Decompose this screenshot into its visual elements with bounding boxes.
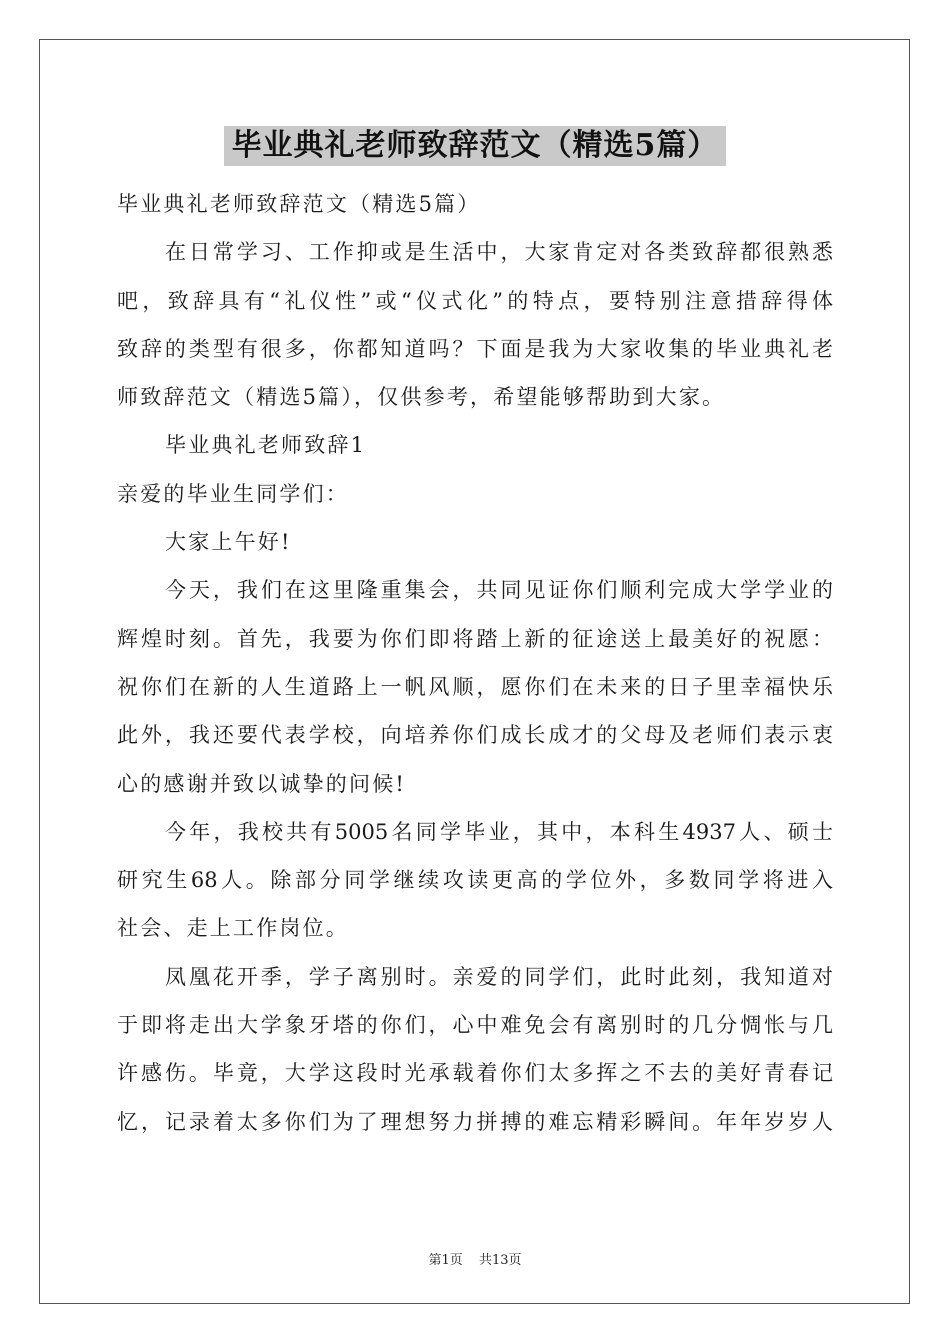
- subtitle-line: 毕业典礼老师致辞范文（精选5篇）: [117, 192, 481, 216]
- paragraph-line: 在日常学习、工作抑或是生活中，大家肯定对各类致辞都很熟悉: [165, 240, 833, 265]
- paragraph-line: 社会、走上工作岗位。: [117, 916, 349, 941]
- paragraph-line: 吧，致辞具有“礼仪性”或“仪式化”的特点，要特别注意措辞得体: [117, 288, 833, 313]
- paragraph-line: 忆，记录着太多你们为了理想努力拼搏的难忘精彩瞬间。年年岁岁人: [117, 1109, 833, 1134]
- paragraph-line: 凤凰花开季，学子离别时。亲爱的同学们，此时此刻，我知道对: [165, 964, 833, 989]
- paragraph-line: 研究生68人。除部分同学继续攻读更高的学位外，多数同学将进入: [117, 868, 833, 893]
- paragraph-line: 心的感谢并致以诚挚的问候!: [117, 771, 407, 796]
- salutation-line: 亲爱的毕业生同学们：: [117, 481, 349, 506]
- page-number: 第1页: [428, 1253, 463, 1268]
- page-total: 共13页: [478, 1253, 522, 1268]
- paragraph-line: 于即将走出大学象牙塔的你们，心中难免会有离别时的几分惆怅与几: [117, 1013, 833, 1038]
- paragraph-line: 许感伤。毕竟，大学这段时光承载着你们太多挥之不去的美好青春记: [117, 1061, 833, 1086]
- paragraph-line: 师致辞范文（精选5篇），仅供参考，希望能够帮助到大家。: [117, 385, 726, 410]
- section-heading: 毕业典礼老师致辞1: [165, 433, 367, 458]
- document-title: 毕业典礼老师致辞范文（精选5篇）: [224, 126, 727, 166]
- greeting-line: 大家上午好!: [165, 530, 292, 555]
- paragraph-line: 辉煌时刻。首先，我要为你们即将踏上新的征途送上最美好的祝愿：: [117, 626, 833, 651]
- paragraph-line: 祝你们在新的人生道路上一帆风顺，愿你们在未来的日子里幸福快乐: [117, 674, 833, 699]
- paragraph-line: 此外，我还要代表学校，向培养你们成长成才的父母及老师们表示衷: [117, 723, 833, 748]
- paragraph-line: 今年，我校共有5005名同学毕业，其中，本科生4937人、硕士: [165, 819, 833, 844]
- paragraph-line: 今天，我们在这里隆重集会，共同见证你们顺利完成大学学业的: [165, 578, 833, 603]
- title-container: [0, 126, 950, 166]
- paragraph-line: 致辞的类型有很多，你都知道吗？下面是我为大家收集的毕业典礼老: [117, 336, 833, 361]
- page-footer: [0, 1249, 950, 1268]
- document-body: [117, 180, 833, 1146]
